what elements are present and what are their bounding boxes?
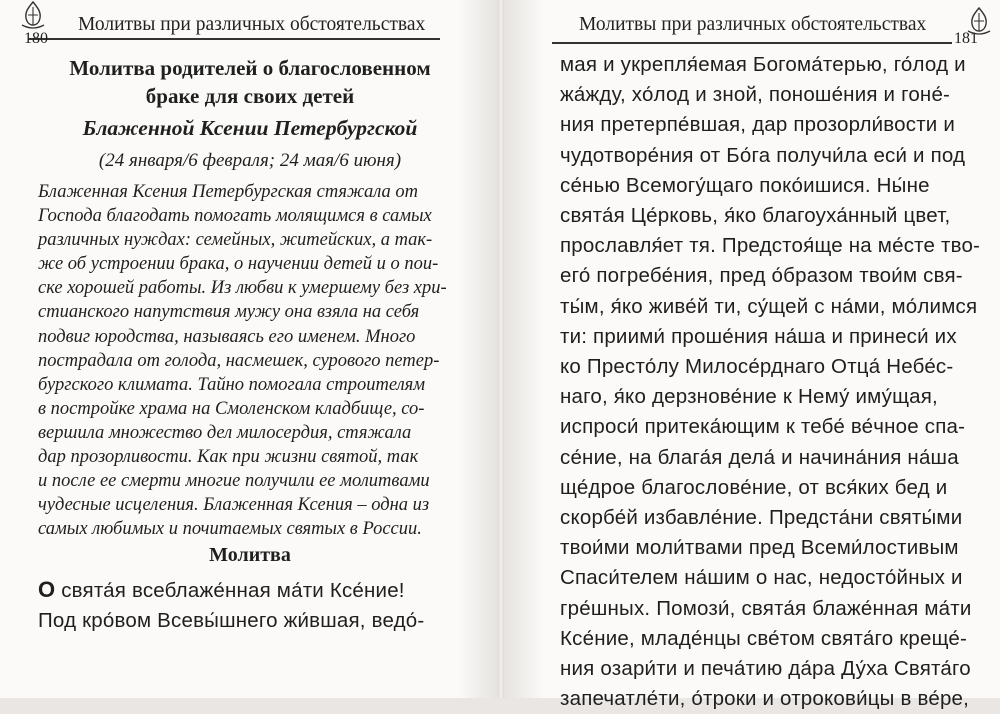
floral-ornament-icon (962, 4, 996, 38)
prayer-line: твои́ми моли́твами пред Всеми́лостивым (560, 536, 959, 560)
right-running-head (524, 0, 1000, 47)
bio-line: вершила множество дел милосердия, стяжала (38, 422, 412, 443)
prayer-line: гре́шных. Помози́, свята́я блаже́нная ма́ти (560, 596, 972, 620)
bio-line: дар прозорливости. Как при жизни святой, так (38, 447, 419, 468)
prayer-title (30, 54, 470, 110)
prayer-line: скорбе́й избавле́ние. Предста́ни святы́ми (560, 506, 963, 530)
bio-line: бургского климата. Тайно помогала строителям (38, 374, 426, 395)
bio-line: подвиг юродства, называясь его именем. Много (38, 326, 416, 347)
page-number: 181 (954, 30, 978, 47)
bio-line: самых любимых и почитаемых святых в России. (38, 519, 422, 540)
prayer-line (38, 575, 470, 606)
right-page (504, 0, 1000, 711)
header-rule (28, 38, 440, 40)
biography (38, 180, 468, 541)
prayer-continuation (560, 50, 981, 714)
prayer-line-rest: свята́я всеблаже́нная ма́ти Ксе́ние! (55, 579, 405, 602)
bio-line: ске хорошей работы. Из любви к умершему без хри- (38, 278, 447, 299)
prayer-title-line: браке для своих детей (145, 84, 355, 108)
header-rule (552, 42, 952, 44)
prayer-line: чудотворе́ния от Бо́га получи́ла еси́ и под (560, 143, 966, 167)
bio-line: же об устроении брака, о научении детей и о пои- (38, 254, 439, 275)
prayer-title-line: Молитва родителей о благословенном (69, 56, 431, 80)
running-title: Молитвы при различных обстоятельствах (579, 14, 927, 35)
prayer-line: се́ние, на блага́я дела́ и начина́ния на́ша (560, 445, 959, 469)
left-running-head (0, 0, 470, 47)
prayer-line: мая и укрепля́емая Богома́терью, го́лод и (560, 53, 966, 76)
prayer-line: прославля́ет тя. Предстоя́ще на ме́сте тво- (560, 234, 981, 258)
bio-line: стианского напутствия мужу она взяла на себя (38, 302, 420, 323)
prayer-line: жа́жду, хо́лод и зной, поноше́ния и гоне́- (560, 83, 951, 107)
prayer-opening (38, 575, 470, 636)
prayer-line: наго, я́ко дерзнове́ние к Нему́ иму́щая, (560, 385, 938, 409)
left-page (0, 0, 498, 698)
prayer-line: Под кро́вом Всевы́шнего жи́вшая, ведо́- (38, 609, 425, 632)
bio-line: Блаженная Ксения Петербургская стяжала от (38, 182, 419, 202)
prayer-line: ко Престо́лу Милосе́рднаго Отца́ Небе́с- (560, 355, 954, 379)
prayer-line: ты́м, я́ко живе́й ти, су́щей с на́ми, мо́лимся (560, 294, 978, 318)
floral-ornament-icon (16, 0, 50, 32)
prayer-line: запечатле́ти, о́троки и отрокови́цы в ве́ре, (560, 687, 970, 711)
feast-dates: (24 января/6 февраля; 24 мая/6 июня) (98, 150, 402, 171)
prayer-line: свята́я Це́рковь, я́ко благоуха́нный цвет, (560, 204, 951, 228)
prayer-line: Спаси́телем на́шим о нас, недосто́йных и (560, 566, 963, 590)
prayer-line: ния претерпе́вшая, дар прозорли́вости и (560, 113, 955, 137)
prayer-line: ти: приими́ проше́ния на́ша и принеси́ их (560, 324, 957, 348)
prayer-line: испроси́ притека́ющим к тебе́ ве́чное спа- (560, 415, 966, 439)
prayer-line: се́нью Всемогу́щаго поко́ишися. Ны́не (560, 173, 930, 197)
running-title: Молитвы при различных обстоятельствах (78, 14, 426, 35)
prayer-subheading: Молитва (209, 544, 291, 566)
bio-line: Господа благодать помогать молящимся в самых (38, 206, 432, 227)
page-number: 180 (24, 30, 48, 47)
drop-cap: О (38, 577, 56, 602)
bio-line: в постройке храма на Смоленском кладбище, со- (38, 398, 425, 419)
prayer-line: его́ погребе́ния, пред о́бразом твои́м свя- (560, 264, 963, 288)
prayer-line: Ксе́ние, младе́нцы све́том свята́го креще́- (560, 626, 968, 650)
bio-line: пострадала от голода, насмешек, сурового петер- (38, 350, 440, 371)
prayer-line: ния озари́ти и печа́тию да́ра Ду́ха Свята́го (560, 657, 971, 681)
bio-line: и после ее смерти многие получили ее молитвами (38, 471, 430, 492)
prayer-line: ще́дрое благослове́ние, от вся́ких бед и (560, 475, 948, 499)
saint-name: Блаженной Ксении Петербургской (82, 116, 418, 140)
bio-line: различных нуждах: семейных, житейских, а так- (38, 230, 433, 251)
bio-line: чудесные исцеления. Блаженная Ксения – одна из (38, 495, 430, 516)
